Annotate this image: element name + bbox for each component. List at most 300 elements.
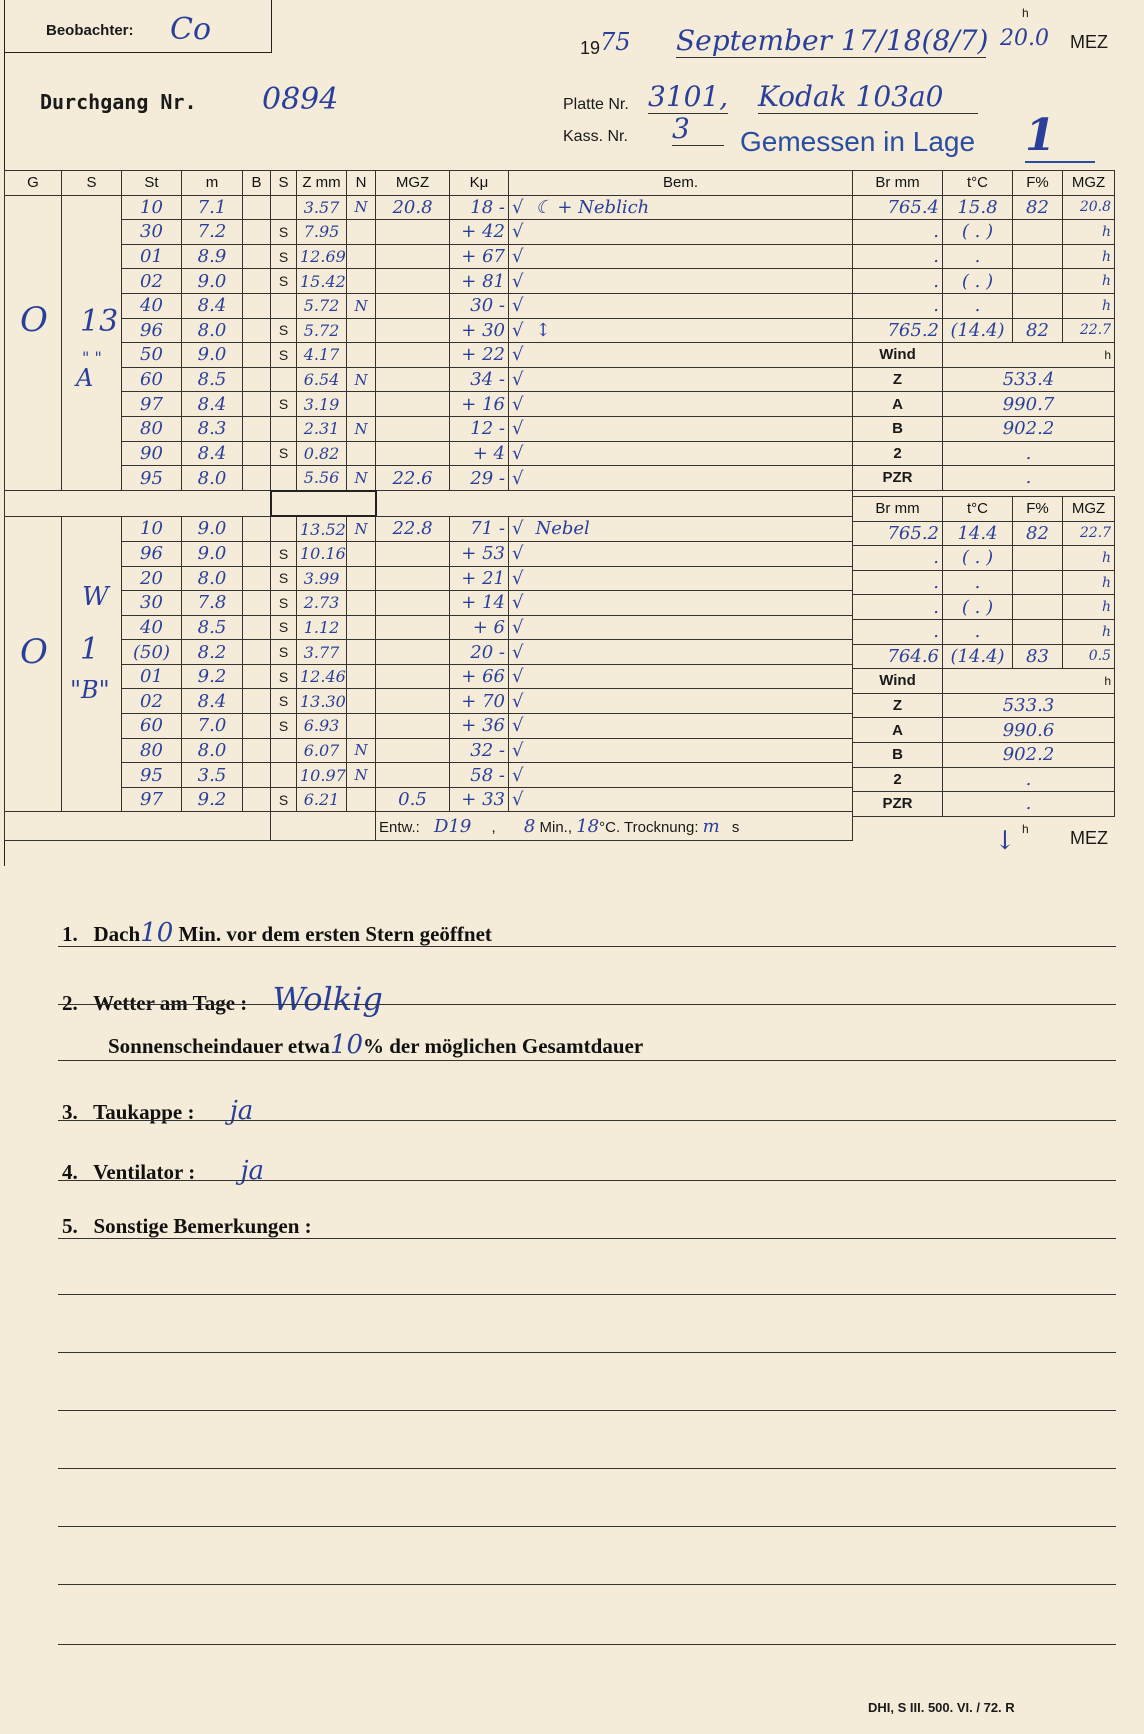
q3-label: Taukappe :: [93, 1100, 195, 1124]
t-cell: .: [943, 619, 1013, 644]
right-head-0: Br mm: [853, 171, 943, 196]
z-cell: 3.19: [297, 392, 347, 417]
b-cell: [243, 516, 271, 541]
q1-label-b: Min. vor dem ersten Stern geöffnet: [178, 922, 492, 946]
table-row: [5, 441, 853, 466]
s-cell: S: [271, 640, 297, 665]
q2b-label-b: % der möglichen Gesamtdauer: [363, 1034, 644, 1058]
m-cell: 9.2: [182, 787, 243, 812]
extra-value: 533.4: [943, 367, 1115, 392]
check-mark: √: [512, 369, 524, 391]
z-cell: 6.54: [297, 367, 347, 392]
form-code: DHI, S III. 500. VI. / 72. R: [868, 1700, 1015, 1715]
table-row: [5, 392, 853, 417]
table-row: [5, 293, 853, 318]
bem-note: ☾ + Neblich: [535, 196, 650, 218]
z-cell: 10.16: [297, 541, 347, 566]
group-separator: [5, 491, 853, 517]
f-cell: [1013, 269, 1063, 294]
t-cell: (14.4): [943, 644, 1013, 669]
b-cell: [243, 293, 271, 318]
bem-cell: [509, 689, 853, 714]
line-9: [58, 1468, 1116, 1469]
s-cell: S: [271, 689, 297, 714]
q2b-value: 10: [329, 1030, 363, 1060]
z-cell: 3.99: [297, 566, 347, 591]
group2-rows: [5, 516, 853, 812]
s-cell: S: [271, 787, 297, 812]
kmu-cell: + 21: [450, 566, 509, 591]
right-row: [853, 595, 1115, 620]
year-prefix: 19: [580, 38, 601, 58]
q5-label: Sonstige Bemerkungen :: [93, 1214, 312, 1238]
t-cell: ( . ): [943, 220, 1013, 245]
mgz-right-cell: h: [1063, 269, 1115, 294]
n-cell: N: [347, 367, 376, 392]
br-cell: 765.2: [853, 318, 943, 343]
f-cell: 82: [1013, 521, 1063, 546]
s-cell: S: [271, 269, 297, 294]
b-cell: [243, 367, 271, 392]
b-cell: [243, 392, 271, 417]
st-cell: 30: [122, 220, 182, 245]
s-cell: [271, 516, 297, 541]
kmu-cell: + 22: [450, 343, 509, 368]
mgz-right-cell: h: [1063, 546, 1115, 571]
m-cell: 8.5: [182, 615, 243, 640]
z-cell: 3.77: [297, 640, 347, 665]
entw-label: Entw.:: [379, 818, 420, 836]
b-cell: [243, 416, 271, 441]
mgz-cell: [376, 343, 450, 368]
table-row: [5, 318, 853, 343]
b-cell: [243, 763, 271, 788]
m-cell: 3.5: [182, 763, 243, 788]
m-cell: 7.8: [182, 591, 243, 616]
st-cell: 01: [122, 664, 182, 689]
b-cell: [243, 269, 271, 294]
t-cell: .: [943, 570, 1013, 595]
f-cell: [1013, 244, 1063, 269]
z-cell: 3.57: [297, 195, 347, 220]
z-cell: 12.69: [297, 244, 347, 269]
col-s2: S: [271, 171, 297, 196]
n-cell: [347, 343, 376, 368]
right-head-1: t°C: [943, 497, 1013, 522]
s-cell: S: [271, 615, 297, 640]
q2-label: Wetter am Tage :: [93, 991, 248, 1015]
t-cell: ( . ): [943, 546, 1013, 571]
col-z: Z mm: [297, 171, 347, 196]
bem-cell: [509, 392, 853, 417]
z-cell: 6.21: [297, 787, 347, 812]
br-cell: .: [853, 546, 943, 571]
right-row: [853, 293, 1115, 318]
mgz-cell: [376, 566, 450, 591]
bem-cell: [509, 541, 853, 566]
kmu-cell: 32 -: [450, 738, 509, 763]
z-cell: 0.82: [297, 441, 347, 466]
extra-label: A: [853, 392, 943, 417]
mgz-cell: [376, 541, 450, 566]
mgz-right-cell: h: [1063, 244, 1115, 269]
m-cell: 8.5: [182, 367, 243, 392]
m-cell: 7.1: [182, 195, 243, 220]
kmu-cell: 18 -: [450, 195, 509, 220]
b-cell: [243, 689, 271, 714]
right-head-3: MGZ: [1063, 171, 1115, 196]
bem-cell: [509, 343, 853, 368]
kmu-cell: + 67: [450, 244, 509, 269]
extra-label: Wind: [853, 669, 943, 694]
m-cell: 7.2: [182, 220, 243, 245]
bem-cell: [509, 664, 853, 689]
st-cell: 01: [122, 244, 182, 269]
entw-value: D19: [434, 815, 472, 837]
table-row: [5, 269, 853, 294]
end-time-sup: h: [1022, 822, 1029, 836]
mgz-cell: [376, 615, 450, 640]
bem-cell: [509, 367, 853, 392]
col-kmu: Kμ: [450, 171, 509, 196]
z-cell: 7.95: [297, 220, 347, 245]
line-3: [58, 1120, 1116, 1121]
extra-value: 990.7: [943, 392, 1115, 417]
n-cell: [347, 714, 376, 739]
m-cell: 8.9: [182, 244, 243, 269]
extra-value: h: [943, 343, 1115, 368]
check-mark: √: [512, 418, 524, 440]
table-row: [5, 195, 853, 220]
kmu-cell: 29 -: [450, 466, 509, 491]
s-cell: S: [271, 318, 297, 343]
right-row: [853, 195, 1115, 220]
z-cell: 5.72: [297, 293, 347, 318]
q4-label: Ventilator :: [93, 1160, 196, 1184]
st-cell: 95: [122, 763, 182, 788]
kmu-cell: + 4: [450, 441, 509, 466]
z-cell: 5.72: [297, 318, 347, 343]
b-cell: [243, 787, 271, 812]
table-row: [5, 516, 853, 541]
b-cell: [243, 566, 271, 591]
n-cell: [347, 541, 376, 566]
mgz-right-cell: h: [1063, 293, 1115, 318]
b-cell: [243, 244, 271, 269]
n-cell: N: [347, 763, 376, 788]
n-cell: N: [347, 416, 376, 441]
check-mark: √: [512, 295, 524, 317]
m-cell: 8.4: [182, 689, 243, 714]
s-cell: S: [271, 664, 297, 689]
line-10: [58, 1526, 1116, 1527]
mgz-right-cell: h: [1063, 595, 1115, 620]
m-cell: 8.0: [182, 318, 243, 343]
bem-cell: [509, 591, 853, 616]
bem-cell: [509, 738, 853, 763]
table-row: [5, 689, 853, 714]
check-mark: √: [512, 467, 524, 489]
extra-label: 2: [853, 767, 943, 792]
st-cell: 40: [122, 615, 182, 640]
mgz-cell: [376, 591, 450, 616]
bem-cell: [509, 566, 853, 591]
line-4: [58, 1180, 1116, 1181]
s-cell: S: [271, 591, 297, 616]
bem-cell: [509, 269, 853, 294]
kmu-cell: 58 -: [450, 763, 509, 788]
st-cell: 10: [122, 195, 182, 220]
b-cell: [243, 343, 271, 368]
table-row: [5, 738, 853, 763]
f-cell: [1013, 293, 1063, 318]
end-mez-label: MEZ: [1070, 828, 1108, 848]
col-b: B: [243, 171, 271, 196]
f-cell: [1013, 570, 1063, 595]
s-cell: [271, 367, 297, 392]
table-row: [5, 367, 853, 392]
table-row: [5, 664, 853, 689]
z-cell: 13.52: [297, 516, 347, 541]
kmu-cell: + 33: [450, 787, 509, 812]
kmu-cell: 71 -: [450, 516, 509, 541]
right-header-row: [853, 171, 1115, 196]
right-extra-row: [853, 392, 1115, 417]
t-cell: .: [943, 293, 1013, 318]
s-cell: S: [271, 566, 297, 591]
m-cell: 9.0: [182, 343, 243, 368]
right-row: [853, 269, 1115, 294]
bem-cell: [509, 318, 853, 343]
z-cell: 15.42: [297, 269, 347, 294]
st-cell: 40: [122, 293, 182, 318]
group-s-cell: [62, 195, 122, 491]
b-cell: [243, 220, 271, 245]
m-cell: 8.3: [182, 416, 243, 441]
t-cell: ( . ): [943, 595, 1013, 620]
extra-value: 990.6: [943, 718, 1115, 743]
line-7: [58, 1352, 1116, 1353]
group2-g: O: [20, 632, 48, 672]
check-mark: √: [512, 518, 524, 540]
table-row: [5, 591, 853, 616]
line-11: [58, 1584, 1116, 1585]
st-cell: 02: [122, 689, 182, 714]
bem-cell: [509, 220, 853, 245]
s-cell: S: [271, 714, 297, 739]
bem-cell: [509, 195, 853, 220]
n-cell: [347, 566, 376, 591]
m-cell: 8.4: [182, 441, 243, 466]
right-head-0: Br mm: [853, 497, 943, 522]
right-row: [853, 244, 1115, 269]
line-2b: [58, 1060, 1116, 1061]
line-1: [58, 946, 1116, 947]
group2-s: 1: [80, 632, 100, 667]
br-cell: .: [853, 269, 943, 294]
mgz-cell: [376, 640, 450, 665]
t-cell: ( . ): [943, 269, 1013, 294]
entw-temp-value: 18: [576, 815, 600, 837]
bem-note: Nebel: [535, 518, 590, 540]
kmu-cell: 12 -: [450, 416, 509, 441]
table-row: [5, 714, 853, 739]
extra-label: 2: [853, 441, 943, 466]
br-cell: .: [853, 293, 943, 318]
mgz-cell: [376, 441, 450, 466]
b-cell: [243, 466, 271, 491]
group1-s-letter: A: [76, 364, 94, 392]
extra-label: A: [853, 718, 943, 743]
kmu-cell: 20 -: [450, 640, 509, 665]
lage-value: 1: [1025, 110, 1095, 163]
s-cell: S: [271, 343, 297, 368]
s-cell: [271, 763, 297, 788]
n-cell: N: [347, 195, 376, 220]
kmu-cell: + 16: [450, 392, 509, 417]
platte-label: Platte Nr.: [563, 96, 629, 113]
mgz-cell: [376, 664, 450, 689]
n-cell: [347, 689, 376, 714]
q3-num: 3.: [62, 1100, 78, 1124]
kmu-cell: + 70: [450, 689, 509, 714]
s-cell: S: [271, 220, 297, 245]
check-mark: √: [512, 442, 524, 464]
bem-note: ↕: [535, 319, 551, 341]
right-row: [853, 521, 1115, 546]
br-cell: .: [853, 570, 943, 595]
q2-value: Wolkig: [272, 980, 383, 1018]
check-mark: √: [512, 764, 524, 786]
line-12: [58, 1644, 1116, 1645]
check-mark: √: [512, 641, 524, 663]
mgz-right-cell: 22.7: [1063, 318, 1115, 343]
bem-cell: [509, 516, 853, 541]
q4-num: 4.: [62, 1160, 78, 1184]
entw-min-value: 8: [523, 815, 536, 837]
t-cell: .: [943, 244, 1013, 269]
mgz-cell: [376, 318, 450, 343]
m-cell: 8.4: [182, 392, 243, 417]
right-row: [853, 220, 1115, 245]
m-cell: 9.0: [182, 541, 243, 566]
table-row: [5, 541, 853, 566]
mgz-cell: [376, 738, 450, 763]
right-header-row: [853, 497, 1115, 522]
b-cell: [243, 664, 271, 689]
n-cell: [347, 640, 376, 665]
f-cell: [1013, 595, 1063, 620]
st-cell: 90: [122, 441, 182, 466]
br-cell: 764.6: [853, 644, 943, 669]
extra-label: B: [853, 742, 943, 767]
right-extra-row: [853, 792, 1115, 817]
check-mark: √: [512, 616, 524, 638]
br-cell: .: [853, 220, 943, 245]
m-cell: 8.0: [182, 738, 243, 763]
col-bem: Bem.: [509, 171, 853, 196]
st-cell: 10: [122, 516, 182, 541]
m-cell: 8.2: [182, 640, 243, 665]
time-value: 20.0: [1000, 26, 1049, 51]
q4-value: ja: [240, 1156, 265, 1186]
entw-trock-value: m: [702, 815, 720, 837]
beobachter-value: Co: [170, 12, 212, 47]
kmu-cell: 30 -: [450, 293, 509, 318]
bem-cell: [509, 640, 853, 665]
entw-s-label: s: [731, 818, 740, 836]
mgz-cell: [376, 392, 450, 417]
b-cell: [243, 714, 271, 739]
kmu-cell: + 14: [450, 591, 509, 616]
right-extra-row: [853, 441, 1115, 466]
line-8: [58, 1410, 1116, 1411]
line-5: [58, 1238, 1116, 1239]
table-row: [5, 416, 853, 441]
end-time-arrow: ↓: [994, 826, 1016, 856]
mgz-right-cell: h: [1063, 220, 1115, 245]
extra-label: PZR: [853, 466, 943, 491]
st-cell: 96: [122, 541, 182, 566]
mgz-cell: [376, 220, 450, 245]
extra-label: Z: [853, 693, 943, 718]
f-cell: 82: [1013, 195, 1063, 220]
q2b-label: Sonnenscheindauer etwa: [108, 1034, 330, 1058]
group1-s-mark: " ": [82, 348, 102, 367]
kmu-cell: + 36: [450, 714, 509, 739]
f-cell: [1013, 619, 1063, 644]
right-extra-row: [853, 767, 1115, 792]
n-cell: [347, 615, 376, 640]
q1-label: Dach: [93, 922, 141, 946]
col-s: S: [62, 171, 122, 196]
m-cell: 9.0: [182, 269, 243, 294]
right-row: [853, 619, 1115, 644]
mgz-cell: [376, 714, 450, 739]
bem-cell: [509, 441, 853, 466]
check-mark: √: [512, 221, 524, 243]
z-cell: 10.97: [297, 763, 347, 788]
kmu-cell: + 6: [450, 615, 509, 640]
st-cell: 02: [122, 269, 182, 294]
z-cell: 6.93: [297, 714, 347, 739]
st-cell: 95: [122, 466, 182, 491]
extra-value: 533.3: [943, 693, 1115, 718]
table-header-row: [5, 171, 853, 196]
kmu-cell: + 30: [450, 318, 509, 343]
right-extra-row: [853, 343, 1115, 368]
check-mark: √: [512, 319, 524, 341]
m-cell: 8.4: [182, 293, 243, 318]
question-4: [62, 1156, 264, 1186]
st-cell: 97: [122, 392, 182, 417]
f-cell: [1013, 546, 1063, 571]
m-cell: 9.2: [182, 664, 243, 689]
n-cell: [347, 220, 376, 245]
right-extra-row: [853, 693, 1115, 718]
group1-rows: [5, 195, 853, 491]
bem-cell: [509, 293, 853, 318]
extra-value: 902.2: [943, 416, 1115, 441]
mgz-cell: 0.5: [376, 787, 450, 812]
table-row: [5, 763, 853, 788]
n-cell: [347, 244, 376, 269]
col-mgz: MGZ: [376, 171, 450, 196]
check-mark: √: [512, 666, 524, 688]
kass-value: 3: [672, 112, 724, 146]
right-extra-row: [853, 466, 1115, 491]
z-cell: 1.12: [297, 615, 347, 640]
